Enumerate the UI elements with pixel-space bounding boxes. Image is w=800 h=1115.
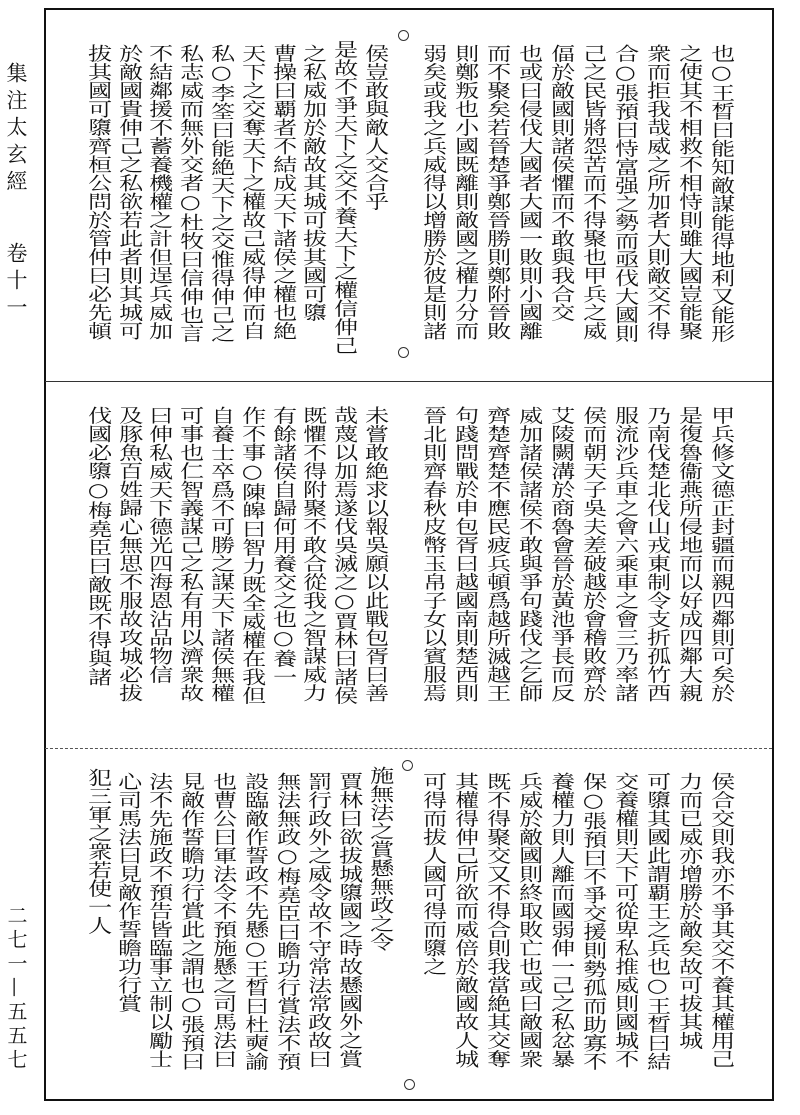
text-column: 曰伸私威天下德光四海恩沾品物信 — [145, 406, 173, 684]
text-column: 可隳其國此謂覇王之兵也○王晳曰結 — [643, 772, 671, 1071]
text-column: 見敵作誓瞻功行賞此之謂也○張預曰 — [177, 772, 205, 1071]
text-column: 可事也仁智義謀己之私有用以濟衆故 — [176, 406, 204, 702]
main-text-column: 施無法之賞懸無政之令 — [366, 766, 394, 951]
text-column: 晉北則齊春秋皮幣玉帛子女以賓服焉 — [419, 406, 447, 702]
text-panel-top — [0, 40, 800, 374]
text-column: 也曹公曰軍法令不預施懸之司馬法曰 — [209, 772, 237, 1068]
text-column: 未嘗敢絶求以報吳願以此戰包胥曰善 — [361, 406, 389, 702]
text-column: 天下之交奪天下之權故己威得伸而自 — [238, 44, 266, 340]
text-column: 既懼不得附聚不敢合從我之智謀威力 — [299, 406, 327, 702]
text-column: 乃南伐楚北伐山戎東制令支折孤竹西 — [643, 406, 671, 702]
text-column: 之使其不相救不相恃則雖大國豈能聚 — [675, 44, 703, 340]
text-column: 有餘諸侯自歸何用養交之也○養一 — [269, 406, 297, 686]
page-number: 二七一—五五七 — [4, 905, 28, 1073]
text-column: 侯豈敢與敵人交合乎 — [361, 44, 389, 211]
text-column: 是復魯衞燕所侵地而以好成四鄰大親 — [675, 406, 703, 702]
text-column: 艾陵闕溝於商魯會晉於黃池爭長而反 — [547, 406, 575, 702]
panel-divider — [45, 748, 772, 749]
text-column: 衆而拒我哉威之所加者大則敵交不得 — [643, 44, 671, 340]
text-column: 哉蔑以加焉遂伐吳滅之○賈林曰諸侯 — [330, 406, 358, 705]
text-column: 也或曰侵伐大國者大國一敗則小國離 — [515, 44, 543, 340]
text-column: 不結鄰援不蓄養機權之計但逞兵威加 — [145, 44, 173, 340]
text-column: 作不事○陳皞曰智力既全威權在我但 — [238, 406, 266, 705]
text-column: 可得而拔人國可得而隳之 — [419, 772, 447, 976]
text-column: 侯合交則我亦不爭其交不養其權用己 — [707, 772, 735, 1068]
main-text-column: 犯三軍之衆若使一人 — [84, 768, 112, 935]
text-column: 於敵國貴伸己之私欲若此者則其城可 — [115, 44, 143, 340]
text-column: 伐國必隳○梅堯臣曰敵既不得與諸 — [84, 406, 112, 686]
text-column: 則鄭叛也小國既離則敵國之權力分而 — [451, 44, 479, 340]
text-column: 及豚魚百姓歸心無思不服故攻城必拔 — [115, 406, 143, 702]
text-column: 句踐問戰於申包胥曰越國南則楚西則 — [451, 406, 479, 702]
text-column: 既不得聚交又不得合則我當絶其交奪 — [483, 772, 511, 1068]
text-column: 私志威而無外交者○杜牧曰信伸也言 — [176, 44, 204, 343]
text-column: 自養士卒爲不可勝之謀天下諸侯無權 — [207, 406, 235, 702]
text-column: 己之民皆將怨苦而不得聚也甲兵之威 — [579, 44, 607, 340]
text-column: 威加諸侯諸侯不敢與爭句踐伐之乞師 — [515, 406, 543, 702]
fold-circle-mark — [398, 30, 409, 41]
text-column: 罰行政外之威令故不守常法常政故曰 — [304, 772, 332, 1068]
text-column: 心司馬法曰見敵作誓瞻功行賞 — [114, 772, 142, 1013]
text-column: 侯而朝天子吳夫差破越於會稽敗齊於 — [579, 406, 607, 702]
text-column: 養權力則人離而國弱伸一己之私忿暴 — [547, 772, 575, 1068]
text-column: 齊楚齊楚不應民疲兵頓爲越所滅越王 — [483, 406, 511, 702]
text-column: 而不聚矣若晉楚爭鄭晉勝則鄭附晉敗 — [483, 44, 511, 340]
panel-divider — [45, 381, 772, 382]
text-column: 曹操曰覇者不結成天下諸侯之權也絶 — [269, 44, 297, 340]
text-column: 設臨敵作誓政不先懸○王晳曰杜奭諭 — [241, 772, 269, 1071]
text-column: 賈林曰欲拔城隳國之時故懸國外之賞 — [335, 772, 363, 1068]
text-column: 拔其國可隳齊桓公問於管仲曰必先頓 — [84, 44, 112, 340]
text-column: 弱矣或我之兵威得以增勝於彼是則諸 — [419, 44, 447, 340]
main-text-column: 是故不爭天下之交不養天下之權信伸己 — [330, 40, 358, 355]
text-column: 合○張預曰恃富强之勢而亟伐大國則 — [611, 44, 639, 343]
text-column: 也○王晳曰能知敵謀能得地利又能形 — [707, 44, 735, 343]
text-panel-middle — [0, 406, 800, 736]
text-column: 偪於敵國則諸侯懼而不敢與我合交 — [547, 44, 575, 322]
text-panel-bottom — [0, 766, 800, 1102]
fold-circle-mark — [402, 760, 413, 771]
volume-label: 卷十一 — [4, 242, 28, 323]
text-column: 私○李筌曰能絶天下之交惟得伸己之 — [207, 44, 235, 343]
text-column: 其權得伸己所欲而威倍於敵國故人城 — [451, 772, 479, 1068]
text-column: 力而已威亦增勝於敵矣故可拔其城 — [675, 772, 703, 1050]
book-title: 集注太玄經 — [4, 62, 28, 197]
text-column: 保○張預曰不爭交援則勢孤而助寡不 — [579, 772, 607, 1071]
text-column: 服流沙兵車之會六乘車之會三乃率諸 — [611, 406, 639, 702]
text-column: 兵威於敵國則終取敗亡也或曰敵國衆 — [515, 772, 543, 1068]
text-column: 交養權則天下可從卑私推威則國城不 — [611, 772, 639, 1068]
main-text-column: 之私威加於敵故其城可拔其國可隳 — [299, 44, 327, 322]
text-column: 甲兵修文德正封疆而親四鄰則可矣於 — [707, 406, 735, 702]
text-column: 法不先施政不預告皆臨事立制以勵士 — [145, 772, 173, 1068]
text-column: 無法無政○梅堯臣曰瞻功行賞法不預 — [273, 772, 301, 1071]
